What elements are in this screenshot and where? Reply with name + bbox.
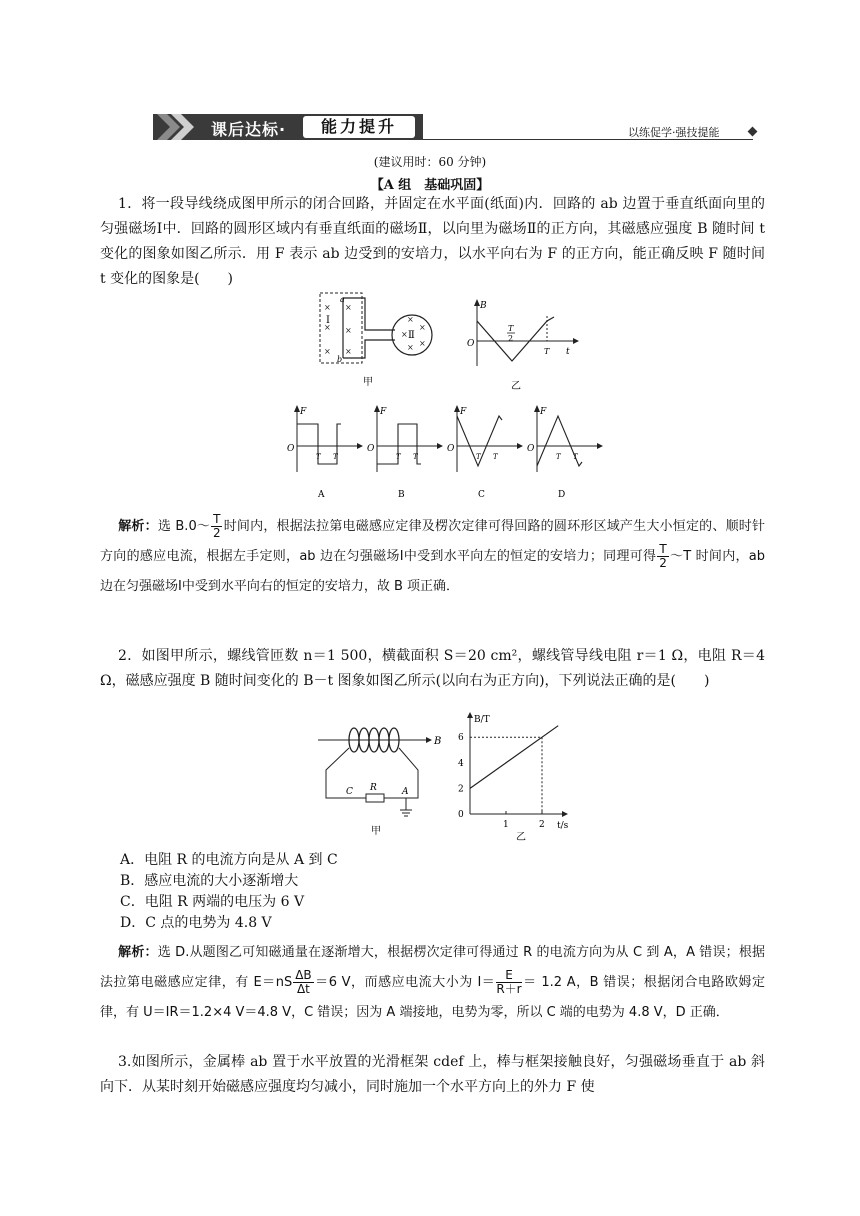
svg-text:a: a — [340, 295, 345, 304]
q2-fig-jia-label: 甲 — [371, 826, 381, 837]
suggested-time: (建议用时：60 分钟) — [373, 155, 487, 169]
q2-stem: 2．如图甲所示，螺线管匝数 n＝1 500，横截面积 S＝20 cm²，螺线管导线电阻 r＝1 Ω，电阻 R＝4 Ω，磁感应强度 B 随时间变化的 B－t 图象如图乙所示(以向右为正方向)，下列说法正确的是( ) — [100, 648, 765, 689]
svg-text:×: × — [345, 303, 352, 312]
frac-T-over-2b: $\frac{T}{2}$ — [659, 542, 667, 570]
svg-text:F: F — [540, 407, 547, 417]
svg-text:×: × — [345, 326, 352, 335]
svg-text:b: b — [337, 355, 343, 364]
q2-yi-ytick: 6 — [458, 733, 464, 744]
svg-text:T: T — [413, 453, 418, 461]
q2-option-b: B．感应电流的大小逐渐增大 — [120, 873, 299, 889]
svg-text:t: t — [566, 347, 570, 357]
q1-fig-yi-label: 乙 — [511, 381, 521, 392]
group-title: 【A 组 基础巩固】 — [370, 178, 490, 193]
svg-text:T: T — [316, 453, 321, 461]
svg-text:×: × — [345, 347, 352, 356]
q3-stem: 3.如图所示，金属棒 ab 置于水平放置的光滑框架 cdef 上，棒与框架接触良好，匀强磁场垂直于 ab 斜向下．从某时刻开始磁感应强度均匀减小，同时施加一个水平方向上的外力 F 使 — [100, 1054, 765, 1095]
q2-option-a: A．电阻 R 的电流方向是从 A 到 C — [120, 852, 338, 868]
svg-text:T: T — [493, 453, 498, 461]
svg-text:B: B — [480, 301, 487, 311]
q1-figure-yi — [465, 296, 585, 391]
svg-text:T: T — [333, 453, 338, 461]
svg-text:×: × — [401, 330, 408, 339]
option-b-graph — [367, 405, 443, 500]
svg-text:Ⅰ: Ⅰ — [326, 315, 330, 326]
svg-text:T: T — [396, 453, 401, 461]
q2-figure-jia — [318, 718, 458, 837]
q1-solution: 解析：选 B.0～ $\frac{T}{2}$ 时间内，根据法拉第电磁感应定律及楞次定律可得回路的圆环形区域产生大小恒定的、顺时针方向的感应电流，根据左手定则，ab 边在匀强磁场Ⅰ中受到水平向左的恒定的安培力；同理可得 $\frac{T}{2}$ ～T 时间内，ab 边在匀强磁场Ⅰ中受到水平向右的恒定的安培力，故 B 项正确． — [100, 512, 766, 594]
option-b-label: B — [398, 490, 405, 500]
q2-figure-yi — [450, 712, 580, 842]
option-a-graph — [287, 405, 363, 500]
svg-text:t/s: t/s — [557, 821, 569, 831]
svg-text:B/T: B/T — [474, 715, 490, 725]
q1-figure-jia — [315, 290, 465, 388]
chevron-arrows-icon — [153, 114, 203, 140]
q2-yi-ytick: 4 — [458, 758, 464, 769]
svg-text:C: C — [346, 787, 353, 797]
q1-yi-series-line — [477, 317, 554, 361]
svg-text:×: × — [407, 315, 414, 324]
frac-T-over-2: $\frac{T}{2}$ — [212, 512, 221, 540]
svg-text:O: O — [287, 444, 295, 454]
svg-text:×: × — [324, 347, 331, 356]
option-a-label: A — [318, 490, 325, 500]
q1-stem: 1．将一段导线绕成图甲所示的闭合回路，并固定在水平面(纸面)内．回路的 ab 边置于垂直纸面向里的匀强磁场Ⅰ中．回路的圆形区域内有垂直纸面的磁场Ⅱ，以向里为磁场Ⅱ的正方向，其磁感应强度 B 随时间 t 变化的图象如图乙所示．用 F 表示 ab 边受到的安培力，以水平向右为 F 的正方向，能正确反映 F 随时间 t 变化的图象是( ) — [100, 196, 765, 287]
svg-text:T: T — [573, 453, 578, 461]
q2-fig-yi-label: 乙 — [516, 832, 526, 843]
svg-text:T: T — [508, 324, 514, 333]
svg-text:T: T — [544, 347, 550, 356]
svg-text:T: T — [556, 453, 561, 461]
svg-text:×: × — [407, 343, 414, 352]
svg-text:R: R — [370, 783, 377, 793]
q2-yi-ytick: 0 — [458, 810, 464, 820]
q2-option-d: D．C 点的电势为 4.8 V — [120, 915, 272, 931]
q2-yi-xtick: 2 — [539, 820, 545, 830]
q2-solution: 解析：选 D.从题图乙可知磁通量在逐渐增大，根据楞次定律可得通过 R 的电流方向为从 C 到 A，A 错误；根据法拉第电磁感应定律，有 E＝nS $\frac{\Delta B}{\Delta t}$ ＝6 V，而感应电流大小为 I＝ $\frac{E}{R+r}$ ＝ 1.2 A，B 错误；根据闭合电路欧姆定律，有 U＝IR＝1.2×4 V＝4.8 V，C 错误；因为 A 端接地，电势为零，所以 C 端的电势为 4.8 V，D 正确． — [100, 945, 765, 1020]
svg-text:O: O — [447, 444, 455, 454]
svg-text:F: F — [380, 407, 387, 417]
q1-options-figures — [285, 404, 605, 499]
q2-yi-series-line — [470, 726, 558, 789]
svg-text:O: O — [367, 444, 375, 454]
q1-fig-jia-label: 甲 — [363, 377, 373, 388]
option-d-label: D — [558, 490, 566, 500]
q1-yi-labels — [507, 324, 550, 356]
diamond-icon — [748, 127, 758, 137]
banner-title-right: 能力提升 — [303, 116, 415, 138]
q2-option-c: C．电阻 R 两端的电压为 6 V — [120, 894, 305, 910]
svg-text:2: 2 — [508, 334, 514, 343]
svg-text:A: A — [402, 787, 409, 797]
option-c-label: C — [478, 490, 485, 500]
svg-text:T: T — [476, 453, 481, 461]
svg-text:×: × — [324, 323, 331, 332]
svg-text:×: × — [324, 303, 331, 312]
section-banner — [153, 114, 423, 140]
option-c-graph — [447, 405, 523, 500]
svg-text:F: F — [460, 407, 467, 417]
banner-title-left: 课后达标· — [211, 120, 287, 139]
svg-text:B: B — [434, 736, 442, 747]
svg-text:Ⅱ: Ⅱ — [408, 330, 415, 341]
svg-text:O: O — [527, 444, 535, 454]
svg-text:O: O — [467, 339, 475, 349]
svg-text:×: × — [419, 339, 426, 348]
q2-yi-ytick: 2 — [458, 784, 464, 795]
svg-text:×: × — [419, 323, 426, 332]
header-motto: 以练促学·强技提能 — [628, 126, 720, 139]
option-d-graph — [527, 405, 603, 500]
q2-yi-xtick: 1 — [503, 820, 509, 830]
svg-text:F: F — [300, 407, 307, 417]
